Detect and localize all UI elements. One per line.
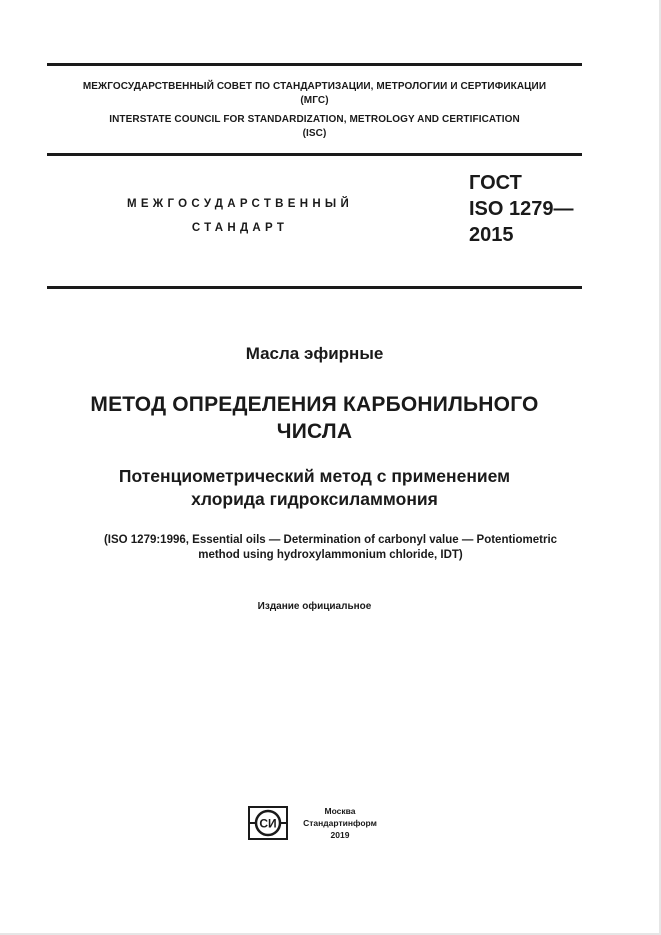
publisher-name: Стандартинформ [303,818,377,828]
standard-type-line1: МЕЖГОСУДАРСТВЕННЫЙ [126,198,354,210]
designation-line3: 2015 [469,224,514,246]
council-ru [47,80,582,108]
method-subtitle [47,465,582,511]
method-title [47,391,582,445]
standard-type-line2: СТАНДАРТ [191,222,289,234]
council-en [47,113,582,141]
iso-reference-line1: (ISO 1279:1996, Essential oils — Determination of carbonyl value — Potentiometric [103,534,558,546]
method-title-line1: МЕТОД ОПРЕДЕЛЕНИЯ КАРБОНИЛЬНОГО [90,393,539,416]
method-subtitle-line2: хлорида гидроксиламмония [191,489,438,509]
logo-text: СИ [259,816,277,831]
designation-line1: ГОСТ [469,172,522,194]
method-title-line2: ЧИСЛА [276,420,353,443]
subject-title: Масла эфирные [245,344,384,363]
header-rule [47,153,582,156]
publisher-year: 2019 [330,830,350,840]
publisher-text [295,805,385,841]
publisher-block [248,805,398,845]
standartinform-logo-icon [248,806,288,840]
council-en-abbr: (ISC) [302,128,327,139]
council-ru-name: МЕЖГОСУДАРСТВЕННЫЙ СОВЕТ ПО СТАНДАРТИЗАЦИИ, МЕТРОЛОГИИ И СЕРТИФИКАЦИИ [82,81,547,92]
standard-designation [469,170,574,248]
council-ru-abbr: (МГС) [300,95,329,106]
designation-line2: ISO 1279— [469,198,574,220]
publisher-city: Москва [324,806,356,816]
council-en-name: INTERSTATE COUNCIL FOR STANDARDIZATION, METROLOGY AND CERTIFICATION [109,114,520,125]
designation-rule [47,286,582,289]
method-subtitle-line1: Потенциометрический метод с применением [118,466,511,486]
edition-note: Издание официальное [257,601,372,612]
iso-reference [20,533,641,563]
iso-reference-line2: method using hydroxylammonium chloride, IDT) [198,549,463,561]
standard-type [75,192,405,240]
top-rule [47,63,582,66]
